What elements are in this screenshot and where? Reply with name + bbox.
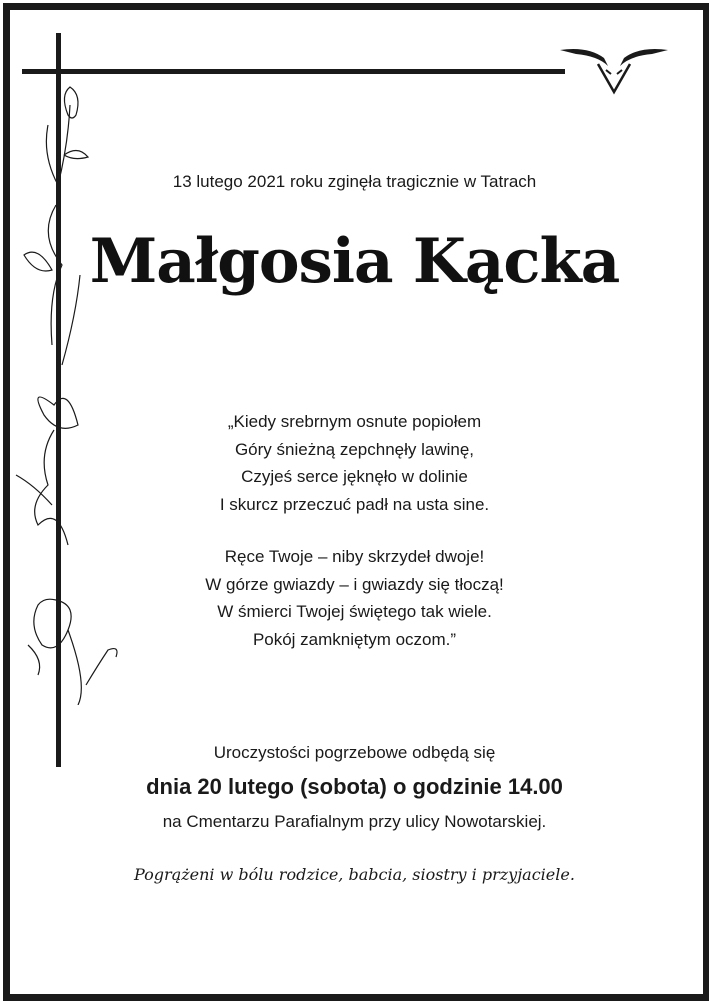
poem-line: Czyjeś serce jęknęło w dolinie bbox=[241, 467, 468, 486]
poem bbox=[0, 408, 709, 653]
poem-line: W górze gwiazdy – i gwiazdy się tłoczą! bbox=[205, 574, 504, 594]
poem-line: Góry śnieżną zepchnęły lawinę, bbox=[234, 439, 475, 459]
deceased-name: Małgosia Kącka bbox=[89, 226, 620, 297]
intro-text: 13 lutego 2021 roku zginęła tragicznie w Tatrach bbox=[172, 172, 537, 191]
funeral-place: na Cmentarzu Parafialnym przy ulicy Nowotarskiej. bbox=[162, 812, 547, 831]
funeral-date: dnia 20 lutego (sobota) o godzinie 14.00 bbox=[146, 774, 563, 799]
stanza-gap bbox=[0, 518, 709, 543]
poem-line: Pokój zamkniętym oczom.” bbox=[252, 629, 457, 649]
poem-line: „Kiedy srebrnym osnute popiołem bbox=[227, 412, 482, 431]
ceremony-text: Uroczystości pogrzebowe odbędą się bbox=[213, 743, 496, 762]
mourners-text: Pogrążeni w bólu rodzice, babcia, siostry i przyjaciele. bbox=[134, 865, 575, 884]
ram-head-logo-icon bbox=[558, 44, 670, 96]
poem-line: W śmierci Twojej świętego tak wiele. bbox=[217, 602, 492, 621]
cross-horizontal-bar bbox=[22, 69, 565, 74]
poem-line: I skurcz przeczuć padł na usta sine. bbox=[219, 494, 490, 514]
poem-line: Ręce Twoje – niby skrzydeł dwoje! bbox=[224, 547, 485, 566]
